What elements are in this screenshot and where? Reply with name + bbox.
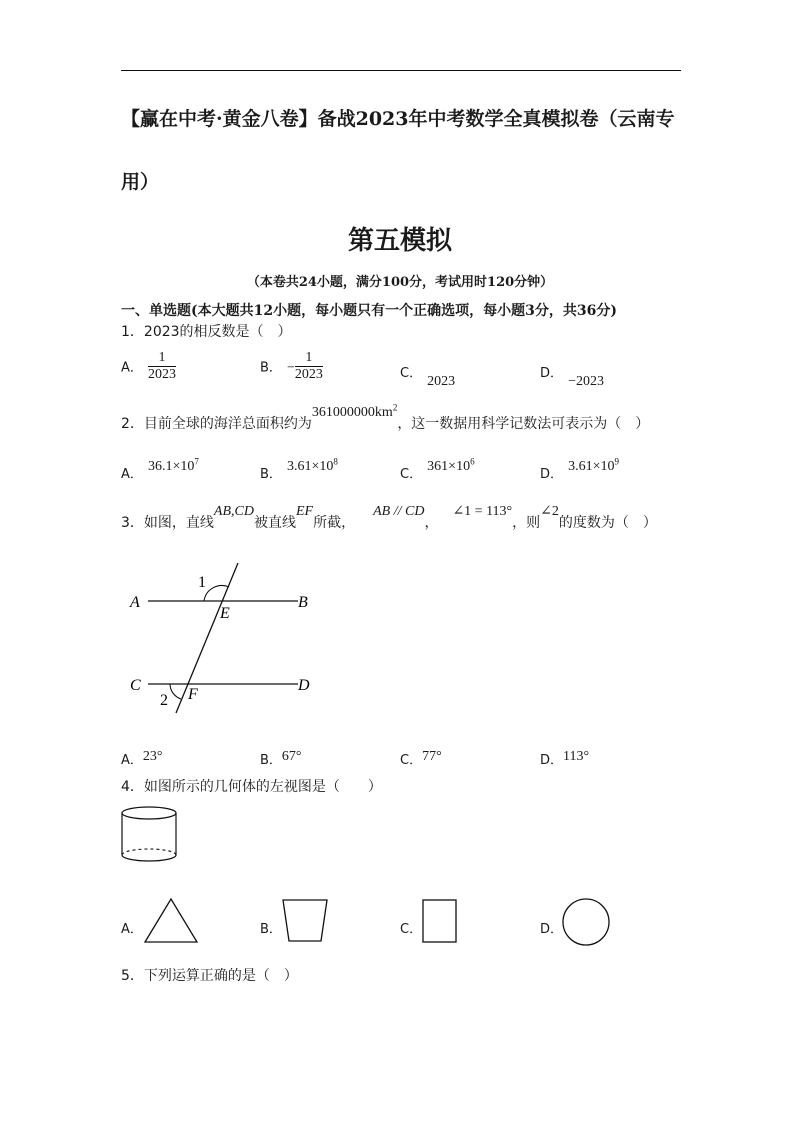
angle-1-value: ∠1 = 113° bbox=[452, 504, 513, 519]
stem-text: ， bbox=[424, 515, 439, 531]
fraction bbox=[295, 350, 323, 384]
triangle-shape bbox=[141, 896, 201, 946]
option-letter: D． bbox=[540, 922, 564, 937]
stem-text: ，这一数据用科学记数法可表示为（ ） bbox=[397, 416, 650, 432]
q3-option-c[interactable] bbox=[400, 745, 442, 768]
sci-exponent: 8 bbox=[333, 456, 338, 467]
parallel-condition: AB // CD bbox=[373, 504, 425, 519]
q1-option-d[interactable] bbox=[540, 362, 605, 389]
numerator: 1 bbox=[295, 350, 323, 367]
sci-exponent: 7 bbox=[194, 456, 199, 467]
denominator: 2023 bbox=[148, 367, 176, 383]
sci-base: 361×10 bbox=[427, 459, 471, 474]
sci-exponent: 9 bbox=[614, 456, 620, 467]
line-ef: EF bbox=[295, 504, 314, 519]
option-letter: C． bbox=[400, 366, 423, 381]
option-value: 67° bbox=[281, 749, 302, 764]
option-letter: D． bbox=[540, 467, 564, 482]
option-letter: A． bbox=[121, 360, 143, 376]
top-rule bbox=[121, 70, 681, 71]
q1-option-b[interactable] bbox=[260, 350, 323, 384]
option-value bbox=[568, 456, 620, 474]
cylinder-figure bbox=[116, 802, 184, 868]
option-letter: A． bbox=[121, 753, 143, 768]
label-a: A bbox=[130, 594, 140, 611]
option-letter: A． bbox=[121, 922, 143, 937]
label-2: 2 bbox=[160, 692, 168, 709]
stem-text: 2．目前全球的海洋总面积约为 bbox=[121, 416, 312, 432]
angle-2: ∠2 bbox=[540, 504, 559, 519]
exam-note: （本卷共24小题，满分100分，考试用时120分钟） bbox=[246, 275, 554, 290]
question-4-stem: 4．如图所示的几何体的左视图是（ ） bbox=[121, 779, 382, 795]
stem-text: 的度数为（ ） bbox=[558, 515, 657, 531]
line-ef bbox=[176, 563, 238, 713]
option-value bbox=[287, 456, 338, 474]
question-2-stem bbox=[121, 401, 650, 432]
q2-option-b[interactable] bbox=[260, 455, 338, 482]
label-f: F bbox=[188, 686, 198, 703]
stem-text: 被直线 bbox=[253, 515, 296, 531]
question-3-stem bbox=[121, 500, 657, 531]
option-letter: B． bbox=[260, 922, 282, 937]
cylinder-bottom-front bbox=[122, 855, 176, 861]
option-value: 113° bbox=[563, 749, 590, 764]
q3-option-d[interactable] bbox=[540, 745, 590, 768]
denominator: 2023 bbox=[294, 367, 323, 383]
option-letter: D． bbox=[540, 366, 564, 381]
cylinder-top bbox=[122, 807, 176, 819]
q1-option-c[interactable] bbox=[400, 362, 456, 389]
area-number: 361000000km bbox=[311, 405, 393, 420]
sci-base: 3.61×10 bbox=[287, 459, 334, 474]
q2-option-d[interactable] bbox=[540, 455, 620, 482]
option-value bbox=[427, 456, 475, 474]
circle-shape bbox=[560, 896, 614, 950]
label-d: D bbox=[298, 677, 310, 694]
option-value: 77° bbox=[422, 749, 442, 764]
stem-text: 所截， bbox=[313, 515, 356, 531]
section-heading: 一、单选题(本大题共12小题，每小题只有一个正确选项，每小题3分，共36分) bbox=[121, 303, 617, 319]
stem-text: ，则 bbox=[512, 515, 541, 531]
sci-base: 3.61×10 bbox=[568, 459, 615, 474]
q1-option-a[interactable] bbox=[121, 350, 176, 384]
option-letter: C． bbox=[400, 753, 423, 768]
option-value: 2023 bbox=[427, 374, 456, 389]
trapezoid-shape bbox=[280, 896, 330, 946]
q2-option-a[interactable] bbox=[121, 455, 199, 482]
option-letter: C． bbox=[400, 922, 423, 937]
label-b: B bbox=[298, 594, 308, 611]
question-1-stem: 1．2023的相反数是（ ） bbox=[121, 324, 292, 340]
option-letter: B． bbox=[260, 753, 282, 768]
exam-title-line2: 用） bbox=[121, 171, 160, 193]
option-letter: A． bbox=[121, 467, 143, 482]
option-value: 23° bbox=[142, 749, 163, 764]
cylinder-bottom-hidden bbox=[122, 849, 176, 855]
sci-exponent: 6 bbox=[470, 456, 475, 467]
fraction bbox=[148, 350, 176, 384]
rectangle-shape bbox=[420, 896, 460, 946]
stem-text: 3．如图，直线 bbox=[121, 515, 214, 531]
exam-title-line1: 【赢在中考·黄金八卷】备战2023年中考数学全真模拟卷（云南专 bbox=[121, 108, 675, 130]
q3-option-b[interactable] bbox=[260, 745, 302, 768]
area-exponent: 2 bbox=[392, 402, 398, 413]
sci-base: 36.1×10 bbox=[148, 459, 195, 474]
parallel-lines-figure bbox=[120, 555, 330, 725]
line-names: AB,CD bbox=[213, 504, 254, 519]
minus-sign: − bbox=[287, 360, 295, 376]
question-5-stem: 5．下列运算正确的是（ ） bbox=[121, 968, 298, 984]
paper-subtitle: 第五模拟 bbox=[347, 226, 452, 256]
label-c: C bbox=[130, 677, 141, 694]
option-value: −2023 bbox=[568, 374, 605, 389]
option-letter: B． bbox=[260, 360, 282, 376]
option-letter: C． bbox=[400, 467, 423, 482]
q2-option-c[interactable] bbox=[400, 455, 475, 482]
option-letter: B． bbox=[260, 467, 282, 482]
label-1: 1 bbox=[198, 574, 206, 591]
option-letter: D． bbox=[540, 753, 564, 768]
angle-2-arc bbox=[170, 684, 181, 699]
label-e: E bbox=[220, 605, 230, 622]
q3-option-a[interactable] bbox=[121, 745, 163, 768]
option-value bbox=[148, 456, 199, 474]
numerator: 1 bbox=[148, 350, 176, 367]
area-value bbox=[311, 402, 398, 420]
